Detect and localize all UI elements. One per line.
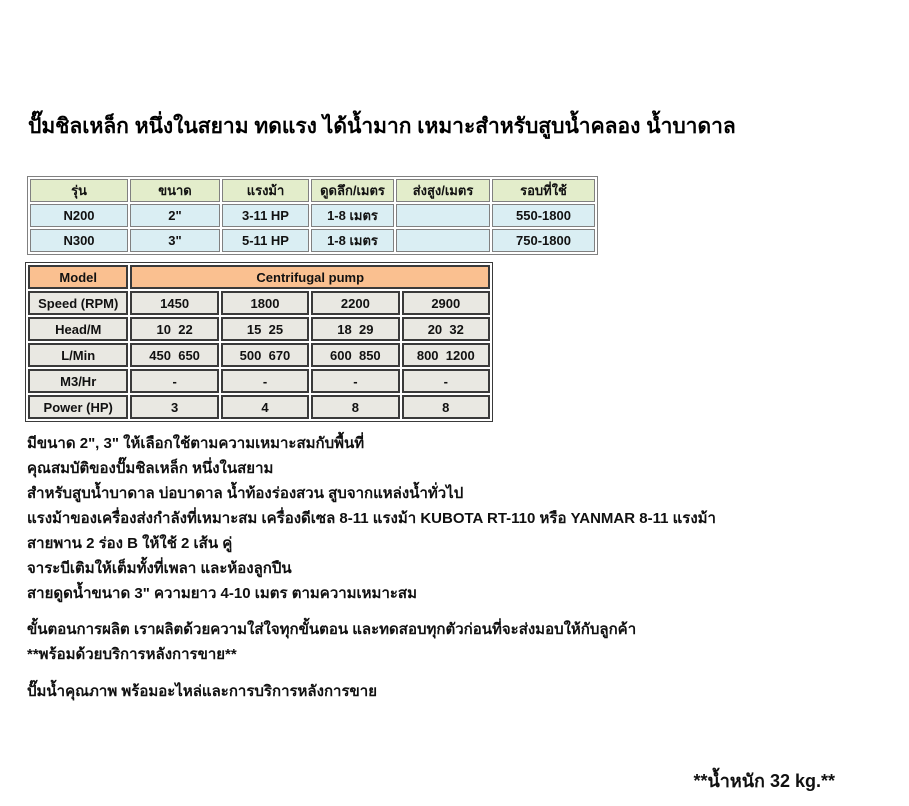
pump-cell: 1800 [221, 291, 309, 315]
pump-cell: 8 [402, 395, 490, 419]
spec-cell: 750-1800 [492, 229, 595, 252]
pump-table [25, 262, 493, 422]
pump-cell: 8 [311, 395, 399, 419]
pump-header-row [28, 265, 490, 289]
body-text-line: มีขนาด 2", 3" ให้เลือกใช้ตามความเหมาะสมกับพื้นที่ [27, 435, 365, 452]
pump-row-m3hr [28, 369, 490, 393]
body-text-line: สายดูดน้ำขนาด 3" ความยาว 4-10 เมตร ตามความเหมาะสม [27, 585, 417, 602]
body-text-line: **พร้อมด้วยบริการหลังการขาย** [27, 646, 237, 663]
spec-cell: 5-11 HP [222, 229, 309, 252]
spec-cell [396, 204, 490, 227]
body-text-line: ปั๊มน้ำคุณภาพ พร้อมอะไหล่และการบริการหลังการขาย [27, 683, 377, 700]
pump-cell: - [311, 369, 399, 393]
pump-cell: 450 650 [130, 343, 218, 367]
spec-header-size: ขนาด [130, 179, 220, 202]
spec-row-n200 [30, 204, 595, 227]
weight-note: **น้ำหนัก 32 kg.** [693, 771, 835, 791]
spec-header-row [30, 179, 595, 202]
pump-row-lmin [28, 343, 490, 367]
spec-header-model: รุ่น [30, 179, 128, 202]
spec-cell: 1-8 เมตร [311, 204, 394, 227]
pump-row-label: L/Min [28, 343, 128, 367]
pump-cell: 3 [130, 395, 218, 419]
pump-cell: 600 850 [311, 343, 399, 367]
pump-row-label: M3/Hr [28, 369, 128, 393]
body-text-line: คุณสมบัติของปั๊มชิลเหล็ก หนึ่งในสยาม [27, 460, 274, 477]
spec-header-delivery-height: ส่งสูง/เมตร [396, 179, 490, 202]
pump-cell: 15 25 [221, 317, 309, 341]
spec-header-horsepower: แรงม้า [222, 179, 309, 202]
body-text-line: สำหรับสูบน้ำบาดาล บ่อบาดาล น้ำท้องร่องสวน สูบจากแหล่งน้ำทั่วไป [27, 485, 464, 502]
production-paragraph [27, 617, 636, 667]
pump-cell: 18 29 [311, 317, 399, 341]
pump-cell: - [402, 369, 490, 393]
body-text-line: แรงม้าของเครื่องส่งกำลังที่เหมาะสม เครื่องดีเซล 8-11 แรงม้า KUBOTA RT-110 หรือ YANMAR 8-11 แรงม้า [27, 510, 716, 527]
body-text-line: สายพาน 2 ร่อง B ให้ใช้ 2 เส้น คู่ [27, 535, 233, 552]
features-paragraph [27, 431, 716, 606]
body-text-line: จาระบีเติมให้เต็มทั้งที่เพลา และห้องลูกปืน [27, 560, 292, 577]
body-text-line: ขั้นตอนการผลิต เราผลิตด้วยความใส่ใจทุกขั้นตอน และทดสอบทุกตัวก่อนที่จะส่งมอบให้กับลูกค้า [27, 621, 637, 638]
pump-header-model: Model [28, 265, 128, 289]
spec-header-suction-depth: ดูดลึก/เมตร [311, 179, 394, 202]
pump-row-label: Head/M [28, 317, 128, 341]
pump-row-label: Speed (RPM) [28, 291, 128, 315]
spec-header-rpm-range: รอบที่ใช้ [492, 179, 595, 202]
pump-row-head [28, 317, 490, 341]
pump-cell: 2900 [402, 291, 490, 315]
spec-cell: N200 [30, 204, 128, 227]
pump-cell: 10 22 [130, 317, 218, 341]
page-title: ปั๊มชิลเหล็ก หนึ่งในสยาม ทดแรง ได้น้ำมาก เหมาะสำหรับสูบน้ำคลอง น้ำบาดาล [28, 115, 736, 138]
spec-cell: 550-1800 [492, 204, 595, 227]
pump-cell: 4 [221, 395, 309, 419]
spec-cell: 3-11 HP [222, 204, 309, 227]
quality-paragraph [27, 679, 377, 704]
pump-cell: - [130, 369, 218, 393]
pump-row-speed [28, 291, 490, 315]
pump-cell: 2200 [311, 291, 399, 315]
spec-cell: N300 [30, 229, 128, 252]
pump-header-centrifugal: Centrifugal pump [130, 265, 490, 289]
spec-cell [396, 229, 490, 252]
spec-cell: 1-8 เมตร [311, 229, 394, 252]
spec-table [27, 176, 598, 255]
spec-cell: 3" [130, 229, 220, 252]
pump-row-label: Power (HP) [28, 395, 128, 419]
pump-cell: 1450 [130, 291, 218, 315]
pump-cell: 20 32 [402, 317, 490, 341]
spec-row-n300 [30, 229, 595, 252]
pump-cell: 500 670 [221, 343, 309, 367]
pump-cell: 800 1200 [402, 343, 490, 367]
spec-cell: 2" [130, 204, 220, 227]
pump-row-power [28, 395, 490, 419]
pump-cell: - [221, 369, 309, 393]
